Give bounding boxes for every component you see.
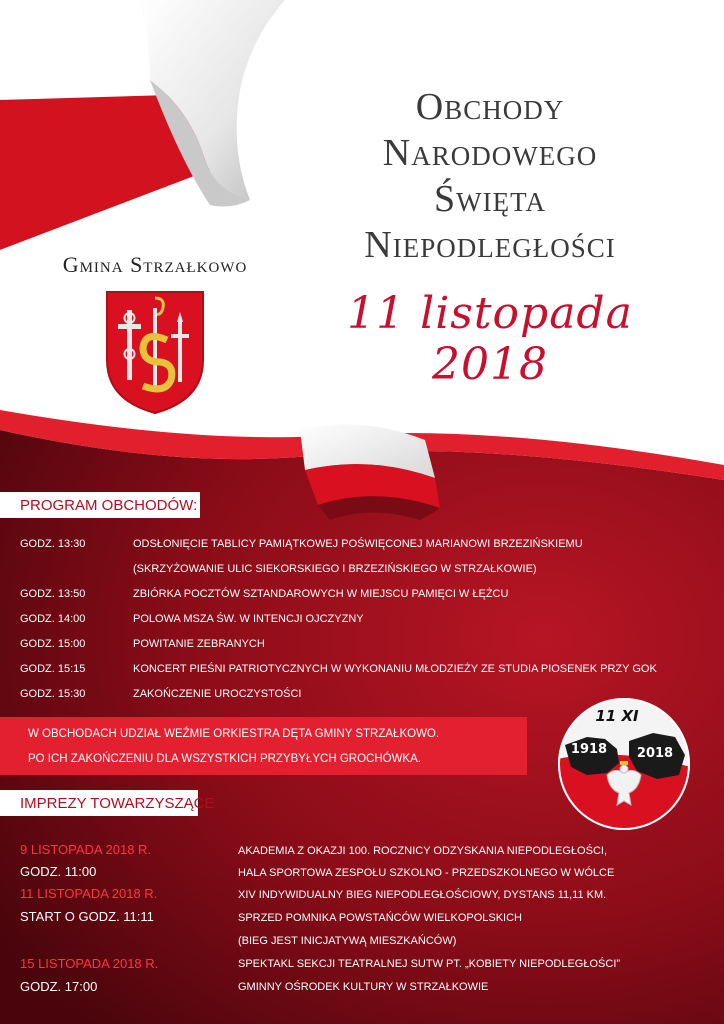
event-date-label: 9 LISTOPADA 2018 R. (20, 842, 152, 857)
event-date-label: 15 LISTOPADA 2018 R. (20, 956, 159, 971)
event-desc: SPEKTAKL SEKCJI TEATRALNEJ SUTW PT. „KOBIETY NIEPODLEGŁOŚCI” (238, 958, 621, 970)
event-desc: HALA SPORTOWA ZESPOŁU SZKOLNO - PRZEDSZKOLNEGO W WÓLCE (238, 867, 615, 879)
program-row (20, 538, 710, 558)
program-desc: POWITANIE ZEBRANYCH (133, 638, 265, 650)
program-desc: ZAKOŃCZENIE UROCZYSTOŚCI (133, 688, 302, 700)
program-desc: ODSŁONIĘCIE TABLICY PAMIĄTKOWEJ POŚWIĘCONEJ MARIANOWI BRZEZIŃSKIEMU (133, 538, 583, 550)
program-time: GODZ. 13:30 (20, 538, 86, 550)
program-row (20, 663, 710, 683)
program-heading: PROGRAM OBCHODÓW: (0, 492, 200, 518)
event-desc: (BIEG JEST INICJATYWĄ MIESZKAŃCÓW) (238, 935, 457, 947)
program-row (20, 588, 710, 608)
event-time-label: START O GODZ. 11:11 (20, 909, 154, 924)
program-time: GODZ. 14:00 (20, 613, 86, 625)
municipality-name: Gmina Strzałkowo (62, 252, 248, 277)
program-row (20, 613, 710, 633)
title-line: Narodowego (382, 132, 598, 174)
event-date: 11 listopada 2018 (347, 288, 633, 390)
event-time-label: GODZ. 11:00 (20, 864, 97, 879)
program-row (20, 638, 710, 658)
events-heading: IMPREZY TOWARZYSZĄCE (0, 790, 198, 816)
event-desc: SPRZED POMNIKA POWSTAŃCÓW WIELKOPOLSKICH (238, 912, 523, 924)
event-desc: XIV INDYWIDUALNY BIEG NIEPODLEGŁOŚCIOWY, DYSTANS 11,11 KM. (238, 889, 607, 901)
badge-year-left: 1918 (570, 742, 608, 757)
program-desc: ZBIÓRKA POCZTÓW SZTANDAROWYCH W MIEJSCU PAMIĘCI W ŁĘŻCU (133, 588, 509, 600)
title-line: Święta (434, 178, 546, 220)
independence-badge (557, 697, 691, 831)
program-time: GODZ. 15:30 (20, 688, 86, 700)
badge-top: 11 XI (595, 707, 639, 725)
poster-title (330, 84, 650, 268)
badge-year-right: 2018 (636, 746, 674, 761)
program-time: GODZ. 15:00 (20, 638, 86, 650)
banner-line: PO ICH ZAKOŃCZENIU DLA WSZYSTKICH PRZYBYŁYCH GROCHÓWKA. (28, 753, 421, 765)
event-time-label: GODZ. 17:00 (20, 979, 98, 994)
program-time: GODZ. 13:50 (20, 588, 86, 600)
program-desc: (SKRZYŻOWANIE ULIC SIEKORSKIEGO I BRZEZIŃSKIEGO W STRZAŁKOWIE) (133, 563, 537, 575)
title-line: Obchody (415, 86, 565, 128)
program-desc: POLOWA MSZA ŚW. W INTENCJI OJCZYZNY (133, 613, 364, 625)
event-desc: AKADEMIA Z OKAZJI 100. ROCZNICY ODZYSKANIA NIEPODLEGŁOŚCI, (238, 845, 608, 857)
title-line: Niepodległości (364, 224, 616, 266)
event-date-label: 11 LISTOPADA 2018 R. (20, 886, 158, 901)
banner-line: W OBCHODACH UDZIAŁ WEŹMIE ORKIESTRA DĘTA GMINY STRZAŁKOWO. (28, 728, 440, 740)
program-row (20, 563, 710, 583)
event-desc: GMINNY OŚRODEK KULTURY W STRZAŁKOWIE (238, 981, 489, 993)
orchestra-banner (0, 717, 527, 775)
coat-of-arms-icon (105, 290, 205, 415)
program-time: GODZ. 15:15 (20, 663, 86, 675)
program-desc: KONCERT PIEŚNI PATRIOTYCZNYCH W WYKONANIU MŁODZIEŻY ZE STUDIA PIOSENEK PRZY GOK (133, 663, 657, 675)
